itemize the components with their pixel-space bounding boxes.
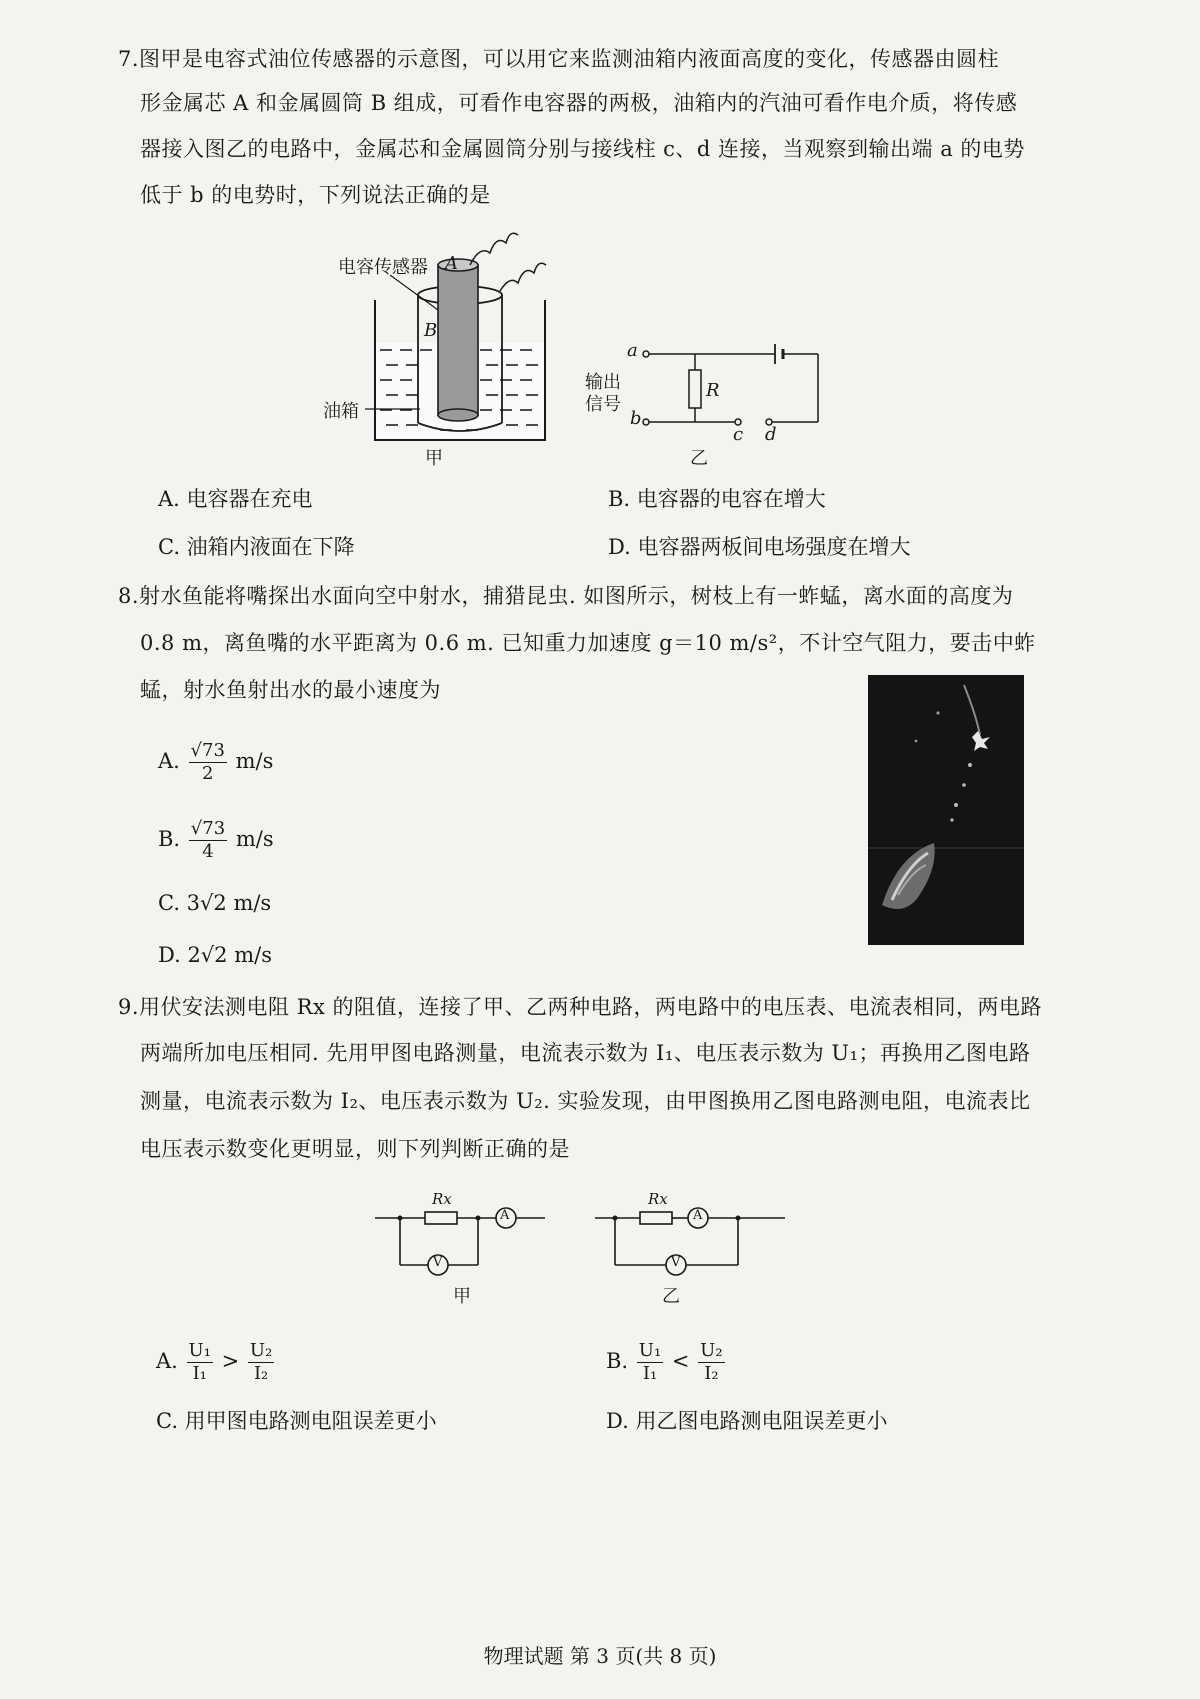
archer-fish-photo (868, 675, 1024, 945)
q9-option-b-label: B. (606, 1349, 629, 1373)
q7-option-d: D. 电容器两板间电场强度在增大 (608, 535, 911, 559)
q7-caption-jia: 甲 (425, 448, 443, 469)
q7-output-label-1: 输出 (585, 372, 621, 393)
q9-jia-voltmeter-label: V (433, 1255, 443, 1270)
q9-line-3: 测量，电流表示数为 I₂、电压表示数为 U₂. 实验发现，由甲图换用乙图电路测电阻，电流表比 (140, 1089, 1031, 1113)
q7-line-3: 器接入图乙的电路中，金属芯和金属圆筒分别与接线柱 c、d 连接，当观察到输出端 a 的电势 (140, 137, 1025, 161)
q7-option-a: A. 电容器在充电 (158, 487, 313, 511)
q9-yi-voltmeter-label: V (671, 1255, 681, 1270)
q7-terminal-b: b (630, 408, 642, 429)
q7-tank-label: 油箱 (323, 401, 359, 422)
q9-option-b-operator: < (671, 1349, 690, 1373)
q8-option-d: D. 2√2 m/s (158, 943, 272, 967)
q9-option-a-left-fraction (187, 1340, 213, 1385)
q7-line-1: 7.图甲是电容式油位传感器的示意图，可以用它来监测油箱内液面高度的变化，传感器由圆柱 (118, 47, 1000, 71)
q7-terminal-d: d (765, 424, 777, 445)
q9-option-b-right-num: U₂ (700, 1340, 723, 1361)
q8-option-a-fraction (189, 740, 227, 785)
q8-option-a (158, 740, 273, 785)
q7-caption-yi: 乙 (690, 448, 708, 469)
q8-option-b-fraction (189, 818, 227, 863)
q7-label-A: A (445, 253, 458, 274)
q8-option-b-label: B. (158, 827, 181, 851)
q9-line-1: 9.用伏安法测电阻 Rx 的阻值，连接了甲、乙两种电路，两电路中的电压表、电流表相同，两电路 (118, 995, 1043, 1019)
q8-option-a-num: √73 (190, 740, 225, 761)
q9-option-b-left-den: I₁ (642, 1363, 658, 1384)
q9-circuit-jia (370, 1188, 550, 1278)
q8-option-a-den: 2 (201, 763, 214, 784)
q9-option-b-right-den: I₂ (704, 1363, 719, 1384)
q9-circuit-yi (590, 1188, 790, 1278)
q9-option-b-left-fraction (637, 1340, 663, 1385)
q8-option-b (158, 818, 274, 863)
q8-line-3: 蜢，射水鱼射出水的最小速度为 (140, 678, 441, 702)
q7-sensor-label: 电容传感器 (338, 257, 428, 278)
q7-terminal-c: c (733, 424, 744, 445)
q9-option-a-label: A. (156, 1349, 178, 1373)
page-footer: 物理试题 第 3 页(共 8 页) (483, 1644, 717, 1668)
q8-option-a-unit: m/s (235, 749, 274, 773)
q7-label-B: B (424, 320, 438, 341)
q7-option-b: B. 电容器的电容在增大 (608, 487, 826, 511)
q9-option-b (606, 1340, 727, 1385)
q9-jia-rx-label: Rx (432, 1190, 452, 1208)
q8-option-a-label: A. (158, 749, 180, 773)
q9-caption-jia: 甲 (453, 1286, 471, 1307)
q7-line-4: 低于 b 的电势时，下列说法正确的是 (140, 183, 491, 207)
q7-output-label-2: 信号 (585, 394, 621, 415)
q9-option-a-operator: > (221, 1349, 240, 1373)
q9-option-a-right-den: I₂ (253, 1363, 269, 1384)
q9-yi-ammeter-label: A (693, 1208, 703, 1223)
q8-option-b-unit: m/s (235, 827, 274, 851)
q9-option-a-left-den: I₁ (192, 1363, 207, 1384)
q9-line-2: 两端所加电压相同. 先用甲图电路测量，电流表示数为 I₁、电压表示数为 U₁；再换用乙图电路 (140, 1041, 1031, 1065)
q8-line-1: 8.射水鱼能将嘴探出水面向空中射水，捕猎昆虫. 如图所示，树枝上有一蚱蜢，离水面的高度为 (118, 584, 1014, 608)
q9-option-d: D. 用乙图电路测电阻误差更小 (606, 1409, 888, 1433)
q8-option-c: C. 3√2 m/s (158, 891, 272, 915)
q9-line-4: 电压表示数变化更明显，则下列判断正确的是 (140, 1137, 570, 1161)
q9-option-a-right-num: U₂ (249, 1340, 273, 1361)
q7-line-2: 形金属芯 A 和金属圆筒 B 组成，可看作电容器的两极，油箱内的汽油可看作电介质，将传感 (140, 91, 1018, 115)
q9-option-c: C. 用甲图电路测电阻误差更小 (156, 1409, 437, 1433)
q9-caption-yi: 乙 (662, 1286, 680, 1307)
q9-yi-rx-label: Rx (648, 1190, 668, 1208)
q7-option-c: C. 油箱内液面在下降 (158, 535, 355, 559)
q9-option-a-right-fraction (248, 1340, 274, 1385)
q8-option-b-num: √73 (190, 818, 226, 839)
q9-option-b-left-num: U₁ (638, 1340, 662, 1361)
q7-terminal-a: a (627, 340, 638, 361)
q9-option-a (156, 1340, 276, 1385)
q9-option-a-left-num: U₁ (188, 1340, 211, 1361)
q9-option-b-right-fraction (698, 1340, 724, 1385)
q7-resistor-R: R (706, 380, 720, 401)
q9-jia-ammeter-label: A (500, 1208, 510, 1223)
q8-option-b-den: 4 (202, 841, 214, 862)
q8-line-2: 0.8 m，离鱼嘴的水平距离为 0.6 m. 已知重力加速度 g＝10 m/s²，不计空气阻力，要击中蚱 (140, 631, 1036, 655)
